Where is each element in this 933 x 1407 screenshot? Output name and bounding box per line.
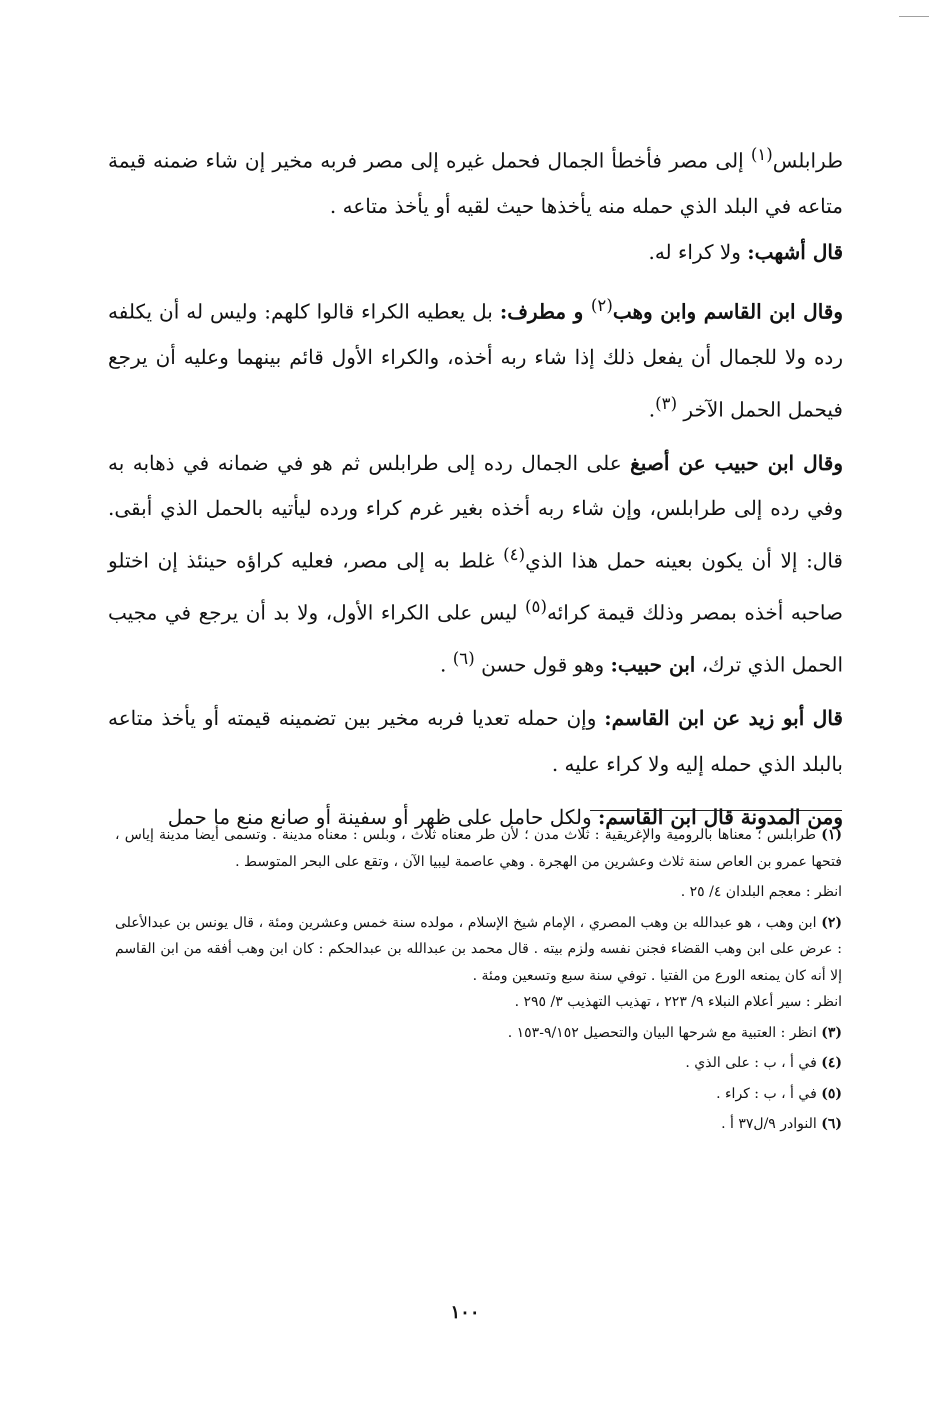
footnote-number: (١) [821, 827, 842, 843]
footnote-divider [590, 810, 842, 811]
footnote-number: (٣) [821, 1024, 842, 1041]
speaker: قال أبو زيد عن ابن القاسم: [604, 706, 843, 731]
paragraph-1: طرابلس$^{(١)}$ إلى مصر فأخطأ الجمال فحمل غيره إلى مصر فربه مخير إن شاء ضمنه قيمة متاعه في البلد الذي حمله منه يأخذها حيث لقيه أو يأخذ متاعه . [108, 145, 843, 219]
footnote-2: (٢) ابن وهب ، هو عبدالله بن وهب المصري ، الإمام شيخ الإسلام ، مولده سنة خمس وعشرين ومئة ، قال يونس بن عبدالأعلى : عرض على ابن وهب القضاء فجنن نفسه ولزم بيته . قال محمد بن عبدالله بن عبدالحكم : كان ابن وهب أفقه من ابن القاسم إلا أنه كان يمنعه الورع من الفتيا . توفي سنة سبع وتسعين ومئة . [115, 914, 842, 984]
footnote-ref-1[interactable]: (١) [750, 145, 773, 164]
speaker: قال أشهب: [747, 239, 843, 264]
paragraph-3: وقال ابن القاسم وابن وهب$^{(٢)}$ و مطرف: بل يعطيه الكراء قالوا كلهم: وليس له أن يكلفه رده ولا للجمال أن يفعل ذلك إذا شاء ربه أخذه، والكراء الأول قائم بينهما وعليه أن يرجع فيحمل الحمل الآخر $^{(٣)}$. [108, 296, 844, 422]
footnote-3: (٣) انظر : العتبية مع شرحها البيان والتحصيل ٩/١٥٢-١٥٣ . [507, 1024, 842, 1041]
scan-mark [899, 16, 929, 19]
footnote-number: (٦) [821, 1116, 842, 1132]
speaker: و مطرف: [499, 299, 591, 324]
footnote-6: (٦) النوادر ٩/ل٣٧ أ . [721, 1116, 842, 1132]
speaker: وقال ابن حبيب عن أصبغ [630, 450, 843, 475]
footnote-ref-4[interactable]: (٤) [503, 544, 526, 564]
paragraph-6: ومن المدونة قال ابن القاسم: ولكل حامل على ظهر أو سفينة أو صانع منع ما حمل [167, 805, 843, 830]
speaker: ابن حبيب: [610, 652, 696, 677]
footnote-ref-6[interactable]: (٦) [452, 649, 475, 669]
paragraph-5: قال أبو زيد عن ابن القاسم: وإن حمله تعديا فربه مخير بين تضمينه قيمته أو يأخذ متاعه بالبلد الذي حمله إليه ولا كراء عليه . [108, 706, 843, 776]
page-number: ١٠٠ [450, 1302, 480, 1323]
paragraph-4: وقال ابن حبيب عن أصبغ على الجمال رده إلى طرابلس ثم هو في ضمانه في ذهابه به وفي رده إلى طرابلس، وإن شاء ربه أخذه بغير غرم كراء ورده ليأتيه بالحمل الذي أبقى. قال: إلا أن يكون بعينه حمل هذا الذي$^{(٤)}$ غلط به إلى مصر، فعليه كراؤه حينئذ إن اختلو صاحبه أخذه بمصر وذلك قيمة كرائه$^{(٥)}$ ليس على الكراء الأول، ولا بد أن يرجع في مجيب الحمل الذي ترك، ابن حبيب: وهو قول حسن $^{(٦)}$ . [108, 450, 844, 677]
footnote-1-source: انظر : معجم البلدان ٤/ ٢٥ . [680, 884, 842, 900]
footnote-ref-2[interactable]: (٢) [590, 296, 613, 316]
footnote-number: (٤) [821, 1055, 842, 1071]
paragraph-2: قال أشهب: ولا كراء له. [648, 239, 843, 264]
footnotes [115, 822, 842, 1138]
footnote-1: (١) طرابلس ؛ معناها بالرومية والإغريقية : ثلاث مدن ؛ لأن طر معناه ثلاث ، وبلس : معناه مدينة . وتسمى أيضا مدينة إياس ، فتحها عمرو بن العاص سنة ثلاث وعشرين من الهجرة . وهي عاصمة ليبيا الآن ، وتقع على البحر المتوسط . [115, 827, 842, 870]
footnote-number: (٥) [821, 1085, 842, 1102]
footnote-ref-5[interactable]: (٥) [525, 597, 547, 617]
speaker: ومن المدونة قال ابن القاسم: [598, 805, 843, 830]
speaker: وقال ابن القاسم وابن وهب [612, 299, 844, 324]
footnote-4: (٤) في أ ، ب : على الذي . [685, 1055, 842, 1071]
footnote-5: (٥) في أ ، ب : كراء . [716, 1085, 842, 1102]
main-text [108, 132, 843, 841]
footnote-ref-3[interactable]: (٣) [655, 393, 678, 413]
footnote-2-source: انظر : سير أعلام النبلاء ٩/ ٢٢٣ ، تهذيب التهذيب ٣/ ٢٩٥ . [514, 994, 842, 1010]
footnote-number: (٢) [821, 914, 842, 931]
